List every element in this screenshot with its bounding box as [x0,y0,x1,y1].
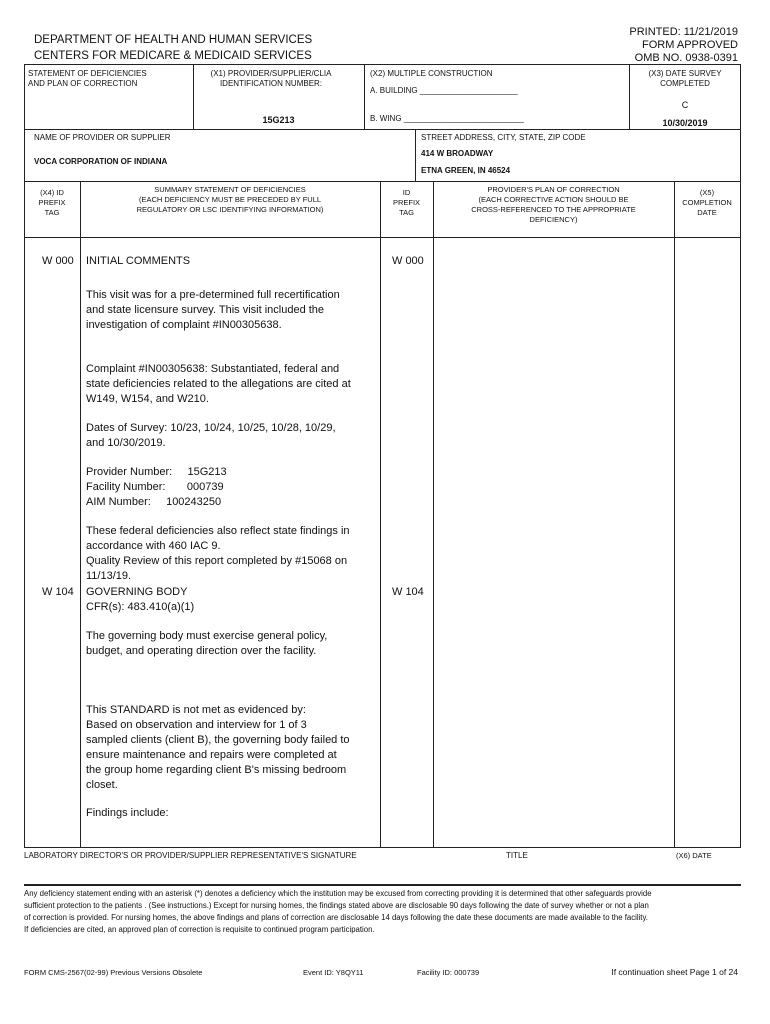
rule [433,181,434,847]
street-address-line-2: ETNA GREEN, IN 46524 [421,166,511,175]
state-findings: These federal deficiencies also reflect state findings in accordance with 460 IAC 9. [86,525,350,552]
aim-number: AIM Number: 100243250 [86,496,222,508]
rule [24,884,741,886]
dates-of-survey: Dates of Survey: 10/23, 10/24, 10/25, 10/28, 10/29, and 10/30/2019. [86,422,336,449]
survey-code: C [681,100,689,110]
initial-comments-heading: INITIAL COMMENTS [86,255,191,267]
rule [24,64,25,847]
rule [24,237,741,238]
standard-not-met: This STANDARD is not met as evidenced by: Based on observation and interview for 1 of 3 sampled clients (client B), the governing body failed to ensure maintenance and repairs were completed at the group home regarding client B's missing bedroom closet. [86,704,350,791]
summary-header: SUMMARY STATEMENT OF DEFICIENCIES (EACH DEFICIENCY MUST BE PRECEDED BY FULL REGULATORY OR LSC IDENTIFYING INFORMATION) [136,185,324,214]
statement-label: STATEMENT OF DEFICIENCIES AND PLAN OF CORRECTION [28,69,147,88]
rule [24,64,741,65]
signature-label: LABORATORY DIRECTOR'S OR PROVIDER/SUPPLIER REPRESENTATIVE'S SIGNATURE [24,851,357,860]
date-label: (X6) DATE [676,851,712,860]
rule [674,181,675,847]
x1-label: (X1) PROVIDER/SUPPLIER/CLIA IDENTIFICATION NUMBER: [210,69,332,88]
omb-number: OMB NO. 0938-0391 [634,52,738,64]
id-prefix-header: ID PREFIX TAG [392,188,421,217]
event-id: Event ID: Y8QY11 [303,968,364,977]
wing-label: B. WING ___________________________ [370,114,524,123]
provider-numbers [86,465,351,510]
x3-label: (X3) DATE SURVEY COMPLETED [648,69,722,88]
cfr-reference: CFR(s): 483.410(a)(1) [86,601,195,613]
department-line-2: CENTERS FOR MEDICARE & MEDICAID SERVICES [34,50,312,62]
form-approval-block [629,26,738,65]
street-address-line-1: 414 W BROADWAY [421,149,494,158]
rule [24,847,741,848]
form-identifier: FORM CMS-2567(02-99) Previous Versions Obsolete [24,968,203,977]
findings-include: Findings include: [86,807,169,819]
disclaimer: Any deficiency statement ending with an asterisk (*) denotes a deficiency which the institution may be excused from correcting providing it is determined that other safeguards provide sufficient protection to the patients . (See instructions.) Except for nursing homes, the findings stated above are disclosable 90 days following the date of survey whether or not a plan of correction is provided. For nursing homes, the above findings and plans of correction are disclosable 14 days following the date these documents are made available to the facility. If deficiencies are cited, an approved plan of correction is requisite to continued program participation. [24,889,652,934]
tag-w104-left: W 104 [42,586,74,598]
rule [380,181,381,847]
tag-w000-right: W 000 [392,255,424,267]
governing-body-requirement: The governing body must exercise general policy, budget, and operating direction over the facility. [86,630,328,657]
department-heading [34,32,312,64]
complaint-paragraph: Complaint #IN00305638: Substantiated, federal and state deficiencies related to the allegations are cited at W149, W154, and W210. [86,363,351,405]
provider-number: Provider Number: 15G213 [86,466,227,478]
rule [740,64,741,847]
building-label: A. BUILDING ______________________ [370,86,518,95]
plan-of-correction-header: PROVIDER'S PLAN OF CORRECTION (EACH CORRECTIVE ACTION SHOULD BE CROSS-REFERENCED TO THE APPROPRIATE DEFICIENCY) [471,185,636,224]
form-approved: FORM APPROVED [642,39,738,51]
provider-name: VOCA CORPORATION OF INDIANA [34,157,168,166]
department-line-1: DEPARTMENT OF HEALTH AND HUMAN SERVICES [34,34,313,46]
completion-date-header: (X5) COMPLETION DATE [682,188,732,217]
survey-completed-date: 10/30/2019 [662,118,708,128]
provider-name-label: NAME OF PROVIDER OR SUPPLIER [34,133,171,142]
tag-w104-right: W 104 [392,586,424,598]
quality-review: Quality Review of this report completed by #15068 on 11/13/19. [86,555,348,582]
rule [80,181,81,847]
title-label: TITLE [506,851,528,860]
tag-w000-left: W 000 [42,255,74,267]
x4-prefix-header: (X4) ID PREFIX TAG [38,188,66,217]
survey-description: This visit was for a pre-determined full recertification and state licensure survey. This visit included the investigation of complaint #IN00305638. [86,289,340,331]
rule [24,129,741,130]
governing-body-heading: GOVERNING BODY [86,586,188,598]
rule [629,64,630,129]
facility-id: Facility ID: 000739 [417,968,480,977]
continuation-page: If continuation sheet Page 1 of 24 [611,967,738,977]
facility-number: Facility Number: 000739 [86,481,224,493]
rule [364,64,365,129]
street-address-label: STREET ADDRESS, CITY, STATE, ZIP CODE [421,133,586,142]
provider-id-number: 15G213 [262,115,295,125]
rule [193,64,194,129]
rule [24,181,741,182]
x2-label: (X2) MULTIPLE CONSTRUCTION [370,69,493,78]
rule [415,129,416,181]
printed-date: PRINTED: 11/21/2019 [629,26,738,38]
